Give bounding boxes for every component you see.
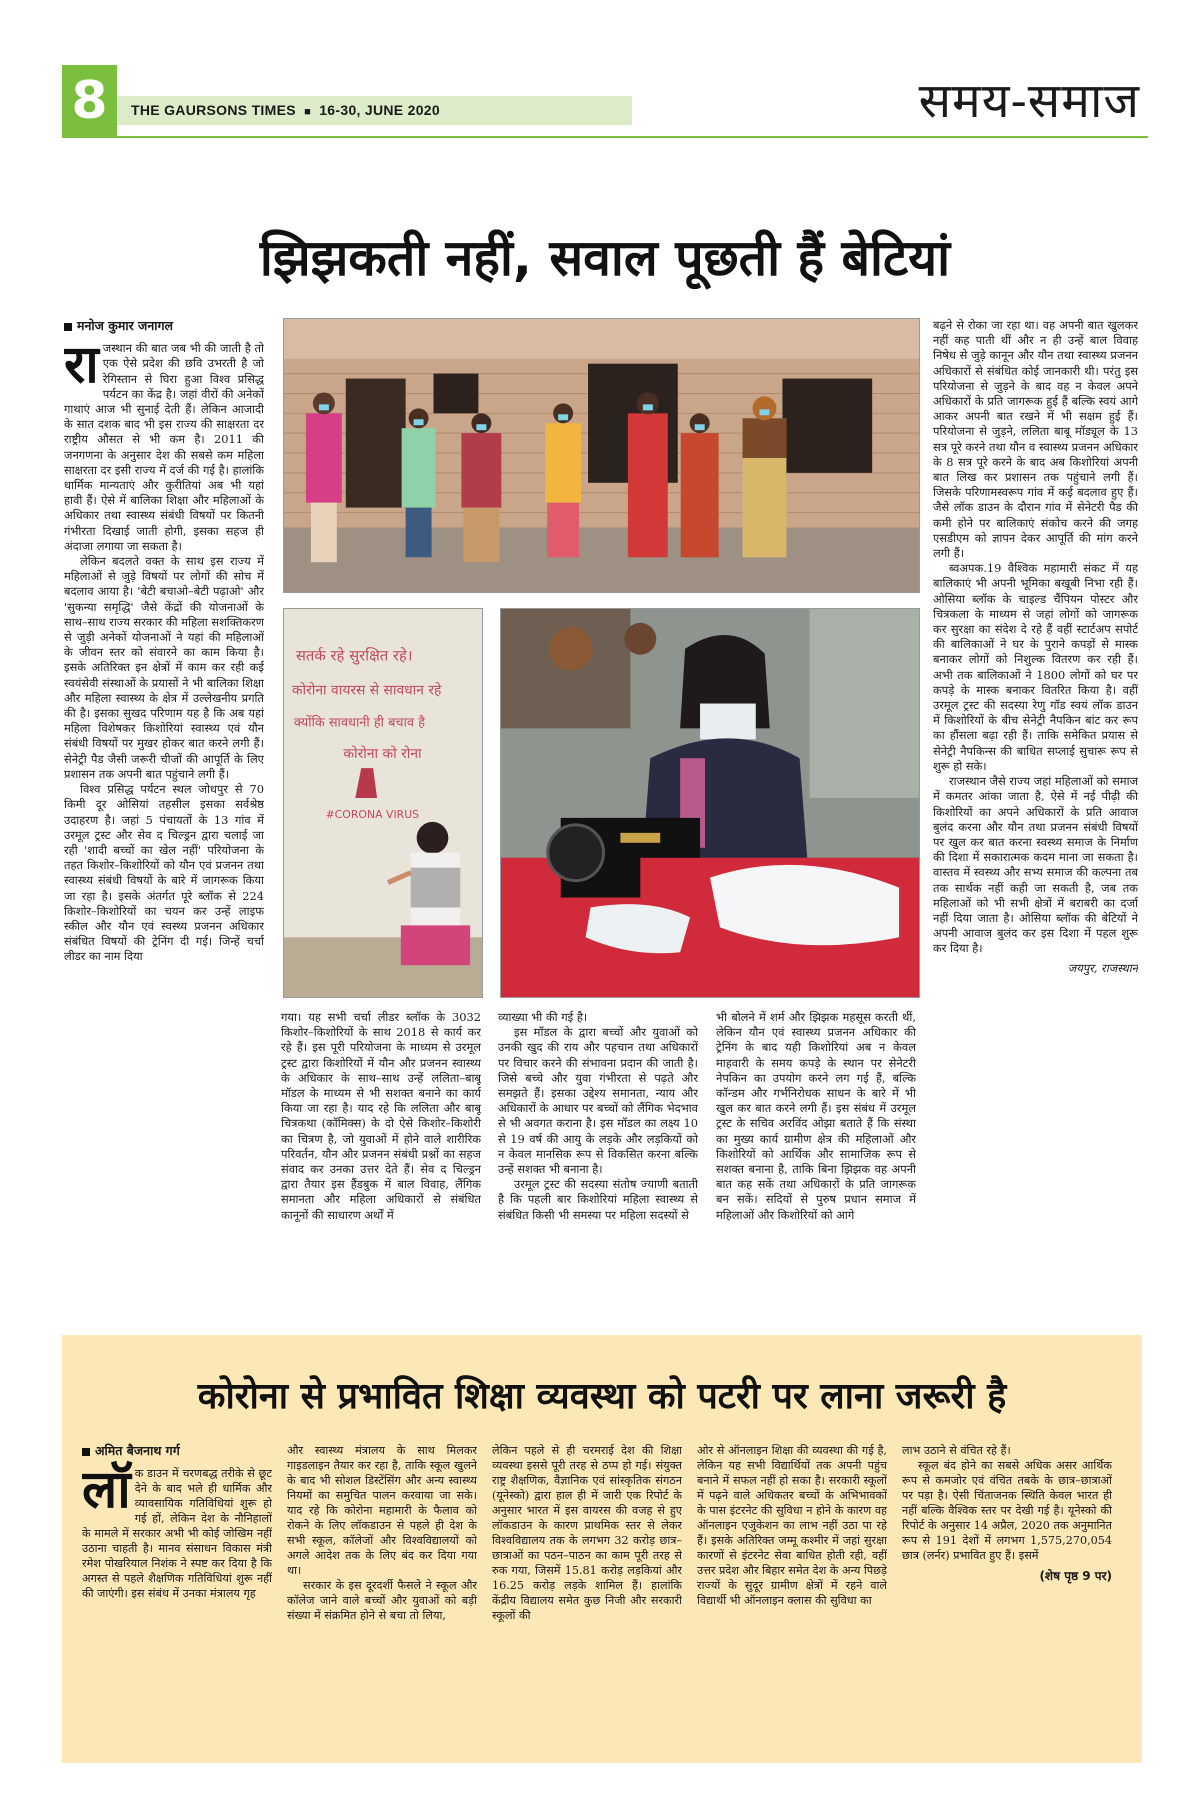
article2-para: लेकिन पहले से ही चरमराई देश की शिक्षा व्यवस्था इससे पूरी तरह से ठप्प हो गई। संयुक्त राष्ट्र शैक्षणिक, वैज्ञानिक एवं सांस्कृतिक संगठन (यूनेस्को) द्वारा हाल ही में जारी एक रिपोर्ट के अनुसार भारत में इस वायरस की वजह से हुए लॉकडाउन के कारण प्राथमिक स्तर से लेकर विश्वविद्यालय तक के लगभग 32 करोड़ छात्र–छात्राओं का पठन–पाठन का काम पूरी तरह से रुक गया, जिसमें 15.81 करोड़ लड़कियां और 16.25 करोड़ लड़के शामिल हैं। हालांकि केंद्रीय विद्यालय समेत कुछ निजी और सरकारी स्कूलों की [492,1444,682,1622]
article2-column-4 [697,1443,887,1748]
article1-dateline: जयपुर, राजस्थान [1067,960,1138,975]
photo-girl-sewing-masks [500,608,920,998]
article1-para: लेकिन बदलते वक्त के साथ इस राज्य में महिलाओं से जुड़े विषयों पर लोगों की सोच में बदलाव आया है। 'बेटी बचाओ–बेटी पढ़ाओ' और 'सुकन्या समृद्धि' जैसे केंद्रों की योजनाओं के साथ–साथ राज्य सरकार की महिला सशक्तिकरण से जुड़ी अनेकों योजनाओं ने यहां की महिलाओं के जीवन स्तर को संवारने का काम किया है। इसके अतिरिक्त इन क्षेत्रों में काम कर रही कई स्वयंसेवी संस्थाओं के प्रयासों ने भी बालिका शिक्षा और महिला स्वास्थ्य के क्षेत्र में उल्लेखनीय प्रगति की है। इसका सुखद परिणाम यह है कि अब यहां महिला विशेषकर किशोरियां स्वास्थ्य एवं यौन संबंधी विषयों पर मुखर होकर बात करने लगी हैं। सेनेट्री पैड जैसी जरूरी चीजों की आपूर्ति के लिए प्रशासन तक अपनी बात पहुंचाने लगी हैं। [64,554,264,781]
square-bullet-icon [64,323,72,331]
article1-para: उरमूल ट्रस्ट की सदस्या संतोष ज्याणी बताती है कि पहली बार किशोरियां महिला स्वास्थ्य से संबंधित किसी भी समस्या पर महिला सदस्यों से [498,1177,698,1222]
article2-para: और स्वास्थ्य मंत्रालय के साथ मिलकर गाइडलाइन तैयार कर रहा है, ताकि स्कूल खुलने के बाद भी सोशल डिस्टेंसिंग और अन्य स्वास्थ्य नियमों का समुचित पालन करवाया जा सके। याद रहे कि कोरोना महामारी के फैलाव को रोकने के लिए लॉकडाउन से पहले ही देश के सभी स्कूल, कॉलेजों और विश्वविद्यालयों को अगले आदेश तक के लिए बंद कर दिया गया था। [287,1444,477,1577]
photo-girls-with-masks [283,318,920,593]
square-bullet-icon [82,1448,90,1456]
article1-para: व्याख्या भी की गई है। [498,1010,588,1024]
issue-date: 16-30, JUNE 2020 [319,102,440,118]
publication-name: THE GAURSONS TIMES [131,102,296,118]
photo-wall-painting [283,608,483,998]
article2-column-3 [492,1443,682,1748]
article2-byline: अमित बैजनाथ गर्ग [82,1443,272,1458]
article2-column-2 [287,1443,477,1748]
article1-byline: मनोज कुमार जनागल [64,318,264,333]
article2-box [62,1335,1142,1763]
continued-note: (शेष पृष्ठ 9 पर) [1039,1569,1112,1583]
wall-text-line-3: क्योंकि सावधानी ही बचाव है [293,715,425,731]
separator-square-icon: ■ [304,106,312,118]
article1-headline: झिझकती नहीं, सवाल पूछती हैं बेटियां [259,229,951,287]
article1-column-4 [716,1010,916,1335]
masthead [62,65,1148,138]
article2-para: सरकार के इस दूरदर्शी फैसले ने स्कूल और कॉलेज जाने वाले बच्चों और युवाओं को बड़ी संख्या में संक्रमित होने से बचा तो लिया, [287,1579,477,1622]
page-number: 8 [62,65,117,138]
article2-para: लाभ उठाने से वंचित रहे हैं। [902,1444,1011,1457]
article1-para: गया। यह सभी चर्चा लीडर ब्लॉक के 3032 किशोर–किशोरियों के साथ 2018 से कार्य कर रहे हैं। इस पूरी परियोजना के माध्यम से उरमूल ट्रस्ट द्वारा किशोरियों में यौन और प्रजनन स्वास्थ्य के अधिकार के साथ–साथ उन्हें ललिता–बाबू मॉडल के माध्यम से भी सशक्त बनाने का कार्य किया जा रहा है। याद रहे कि ललिता और बाबू चित्रकथा (कॉमिक्स) के दो ऐसे किशोर–किशोरी का चित्रण है, जो युवाओं में होने वाले शारीरिक परिवर्तन, यौन और प्रजनन संबंधी प्रश्नों का सहज संवाद कर उनका उत्तर देते हैं। सेव द चिल्ड्रन द्वारा तैयार इस हैंडबुक में बाल विवाह, लैंगिक समानता और महिला अधिकारों से संबंधित कानूनों की साधारण अर्थों में [281,1010,481,1222]
wall-text-line-2: कोरोना वायरस से सावधान रहे [291,682,442,699]
article2-column-5 [902,1443,1112,1748]
wall-text-line-4: कोरोना को रोना [343,746,422,763]
article2-para: लॉक डाउन में चरणबद्ध तरीके से छूट देने के बाद भले ही धार्मिक और व्यावसायिक गतिविधियां शुरू हो गई हों, लेकिन देश के नौनिहालों के मामले में सरकार अभी भी कोई जोखिम नहीं उठाना चाहती है। मानव संसाधन विकास मंत्री रमेश पोखरियाल निशंक ने स्पष्ट कर दिया है कि अगस्त से पहले शैक्षणिक गतिविधियां शुरू नहीं की जाएंगी। इस संबंध में उनका मंत्रालय गृह [82,1460,272,1600]
article1-column-3 [498,1010,698,1335]
article1-column-5 [933,318,1138,1328]
article2-para: स्कूल बंद होने का सबसे अधिक असर आर्थिक रूप से कमजोर एवं वंचित तबके के छात्र–छात्राओं पर पड़ा है। ऐसी चिंताजनक स्थिति केवल भारत ही नहीं बल्कि वैश्विक स्तर पर देखी गई है। यूनेस्को की रिपोर्ट के अनुसार 14 अप्रैल, 2020 तक अनुमानित रूप से 191 देशों में लगभग 1,575,270,054 छात्र (लर्नर) प्रभावित हुए हैं। इसमें [902,1459,1112,1562]
wall-text-line-1: सतर्क रहे सुरक्षित रहे। [295,646,413,665]
article1-para: राजस्थान की बात जब भी की जाती है तो एक ऐसे प्रदेश की छवि उभरती है जो रेगिस्तान से घिरा हुआ विश्व प्रसिद्ध पर्यटन का केंद्र है। जहां वीरों की अनेकों गाथाएं आज भी सुनाई देती हैं। लेकिन आजादी के सात दशक बाद भी इस राज्य की साक्षरता दर राष्ट्रीय औसत से भी कम है। 2011 की जनगणना के अनुसार देश की सबसे कम महिला साक्षरता दर इसी राज्य में दर्ज की गई है। हालांकि धार्मिक मान्यताएं और कुरीतियां अब भी यहां हावी हैं। ऐसे में बालिका शिक्षा और महिलाओं के अधिकार तथा स्वास्थ्य संबंधी विषयों पर कितनी गंभीरता दिखाई जाती होगी, इसका सहज ही अंदाजा लगाया जा सकता है। [64,335,264,553]
article1-dropcap: रा [64,335,99,396]
publication-strip [117,96,632,125]
wall-text-line-5: #CORONA VIRUS [325,807,420,821]
article2-para: ओर से ऑनलाइन शिक्षा की व्यवस्था की गई है, लेकिन यह सभी विद्यार्थियों तक अपनी पहुंच बनाने में सफल नहीं हो सका है। सरकारी स्कूलों में पढ़ने वाले अधिकतर बच्चों के अभिभावकों के पास इंटरनेट की सुविधा न होने के कारण वह ऑनलाइन एजुकेशन का लाभ नहीं उठा पा रहे हैं। इसके अतिरिक्त जम्मू कश्मीर में जहां सुरक्षा कारणों से इंटरनेट सेवा बाधित होती रही, वहीं उत्तर प्रदेश और बिहार समेत देश के अन्य पिछड़े राज्यों के सुदूर ग्रामीण क्षेत्रों में रहने वाले विद्यार्थी भी ऑनलाइन क्लास की सुविधा का [697,1444,887,1607]
article2-column-1 [82,1443,272,1748]
article1-para: ब्वअपक.19 वैश्विक महामारी संकट में यह बालिकाएं भी अपनी भूमिका बखूबी निभा रही हैं। ओसिया ब्लॉक के चाइल्ड चैंपियन पोस्टर और चित्रकला के माध्यम से जहां लोगों को जागरूक कर सुरक्षा का संदेश दे रहे हैं वहीं स्टार्टअप सपोर्ट की बालिकाओं ने घर के पुराने कपड़ों से मास्क बनाकर लोगों को निशुल्क वितरण कर रही हैं। अभी तक बालिकाओं ने 1800 लोगों को घर पर कपड़े के मास्क बनाकर वितरित किया है। वहीं उरमूल ट्रस्ट की सदस्या रेणु गॉड स्वयं लॉक डाउन में किशोरियों के बीच सेनेट्री नैपकिन बांट कर रूप का हौंसला बढ़ा रही हैं। ताकि समेकित प्रयास से सेनेट्री नैपकिन्स की बाधित सप्लाई सुचारू रूप से शुरू हो सके। [933,561,1138,773]
section-title: समय-समाज [918,73,1140,129]
article2-dropcap: लॉ [82,1460,131,1520]
article2-headline: कोरोना से प्रभावित शिक्षा व्यवस्था को पटरी पर लाना जरूरी है [197,1376,1007,1417]
article1-para: राजस्थान जैसे राज्य जहां महिलाओं को समाज में कमतर आंका जाता है, ऐसे में नई पीढ़ी की किशोरियों का अपने अधिकारों के प्रति आवाज बुलंद करना और यौन तथा प्रजनन संबंधी विषयों पर खुल कर बात करना स्वस्थ्य समाज के निर्माण की दिशा में सकारात्मक कदम माना जा सकता है। वास्तव में स्वस्थ्य और सभ्य समाज की कल्पना तब तक सार्थक नहीं कही जा सकती है, जब तक महिलाओं को भी सभी क्षेत्रों में बराबरी का दर्जा नहीं दिया जाता है। ओसिया ब्लॉक की बेटियों ने अपनी आवाज बुलंद कर इस दिशा में पहल शुरू कर दिया है। [933,774,1138,956]
article1-para: बढ़ने से रोका जा रहा था। वह अपनी बात खुलकर नहीं कह पाती थीं और न ही उन्हें बाल विवाह निषेध से जुड़े कानून और यौन तथा स्वास्थ्य प्रजनन अधिकारों से संबंधित कोई जानकारी थी। परंतु इस परियोजना से जुड़ने के बाद वह न केवल अपने अधिकारों के प्रति जागरूक हुई हैं बल्कि स्वयं आगे आकर अपनी बात रखने में भी सक्षम हुई हैं। परियोजना से जुड़ने, ललिता बाबू मॉड्यूल के 13 सत्र पूरे करने तथा यौन व स्वास्थ्य प्रजनन अधिकार के 8 सत्र पूरे करने के बाद अब किशोरियां अपनी बात लिख कर प्रशासन तक पहुंचाने लगी हैं। जिसके परिणामस्वरूप गांव में कई बदलाव हुए हैं। जैसे लॉक डाउन के दौरान गांव में सेनेटरी पैड की कमी होने पर बालिकाएं संकोच करने की जगह एसडीएम को ज्ञापन देकर आपूर्ति की मांग करने लगी हैं। [933,318,1138,561]
article1-column-2 [281,1010,481,1335]
article1-para: विश्व प्रसिद्ध पर्यटन स्थल जोधपुर से 70 किमी दूर ओसियां तहसील इसका सर्वश्रेष्ठ उदाहरण है। जहां 5 पंचायतों के 13 गांव में उरमूल ट्रस्ट और सेव द चिल्ड्रन द्वारा चलाई जा रही 'शादी बच्चों का खेल नहीं' परियोजना के तहत किशोर–किशोरियों को यौन एवं प्रजनन तथा स्वास्थ्य संबंधी विषयों के बारे में जागरूक किया जा रहा है। इसके अंतर्गत पूरे ब्लॉक से 224 किशोर–किशोरियों का चयन कर उन्हें लाइफ स्कील और यौन एवं स्वस्थ्य प्रजनन अधिकार संबंधित विषयों की ट्रेनिंग दी गई। जिन्हें चर्चा लीडर का नाम दिया [64,782,264,964]
header-rule [117,136,1148,138]
article1-column-1 [64,318,264,1338]
article1-para: भी बोलने में शर्म और झिझक महसूस करती थीं, लेकिन यौन एवं स्वास्थ्य प्रजनन अधिकार की ट्रेनिंग के बाद यही किशोरियां अब न केवल माहवारी के समय कपड़े के स्थान पर सेनेटरी नेपकिन का उपयोग करने लग गई हैं, बल्कि कॉन्डम और गर्भनिरोधक साधन के बारे में भी खुल कर बात करने लगी हैं। इस संबंध में उरमूल ट्रस्ट के सचिव अरविंद ओझा बताते हैं कि संस्था का मुख्य कार्य ग्रामीण क्षेत्र की महिलाओं और किशोरियों को आर्थिक और सामाजिक रूप से सशक्त बनाना है, ताकि बिना झिझक वह अपनी बात कह सकें तथा अधिकारों के प्रति जागरूक बन सकें। सदियों से पुरुष प्रधान समाज में महिलाओं और किशोरियों को आगे [716,1010,916,1222]
article1-para: इस मॉडल के द्वारा बच्चों और युवाओं को उनकी खुद की राय और पहचान तथा अधिकारों पर विचार करने की संभावना प्रदान की जाती है। जिसे बच्चे और युवा गंभीरता से पढ़ते और समझते हैं। इसका उद्देश्य समानता, न्याय और अधिकारों के आधार पर बच्चों को लैंगिक भेदभाव से भी अवगत कराना है। इस मॉडल का लक्ष्य 10 से 19 वर्ष की आयु के लड़के और लड़कियों को न केवल मानसिक रूप से विकसित करना बल्कि उन्हें सशक्त भी बनाना है। [498,1025,698,1177]
